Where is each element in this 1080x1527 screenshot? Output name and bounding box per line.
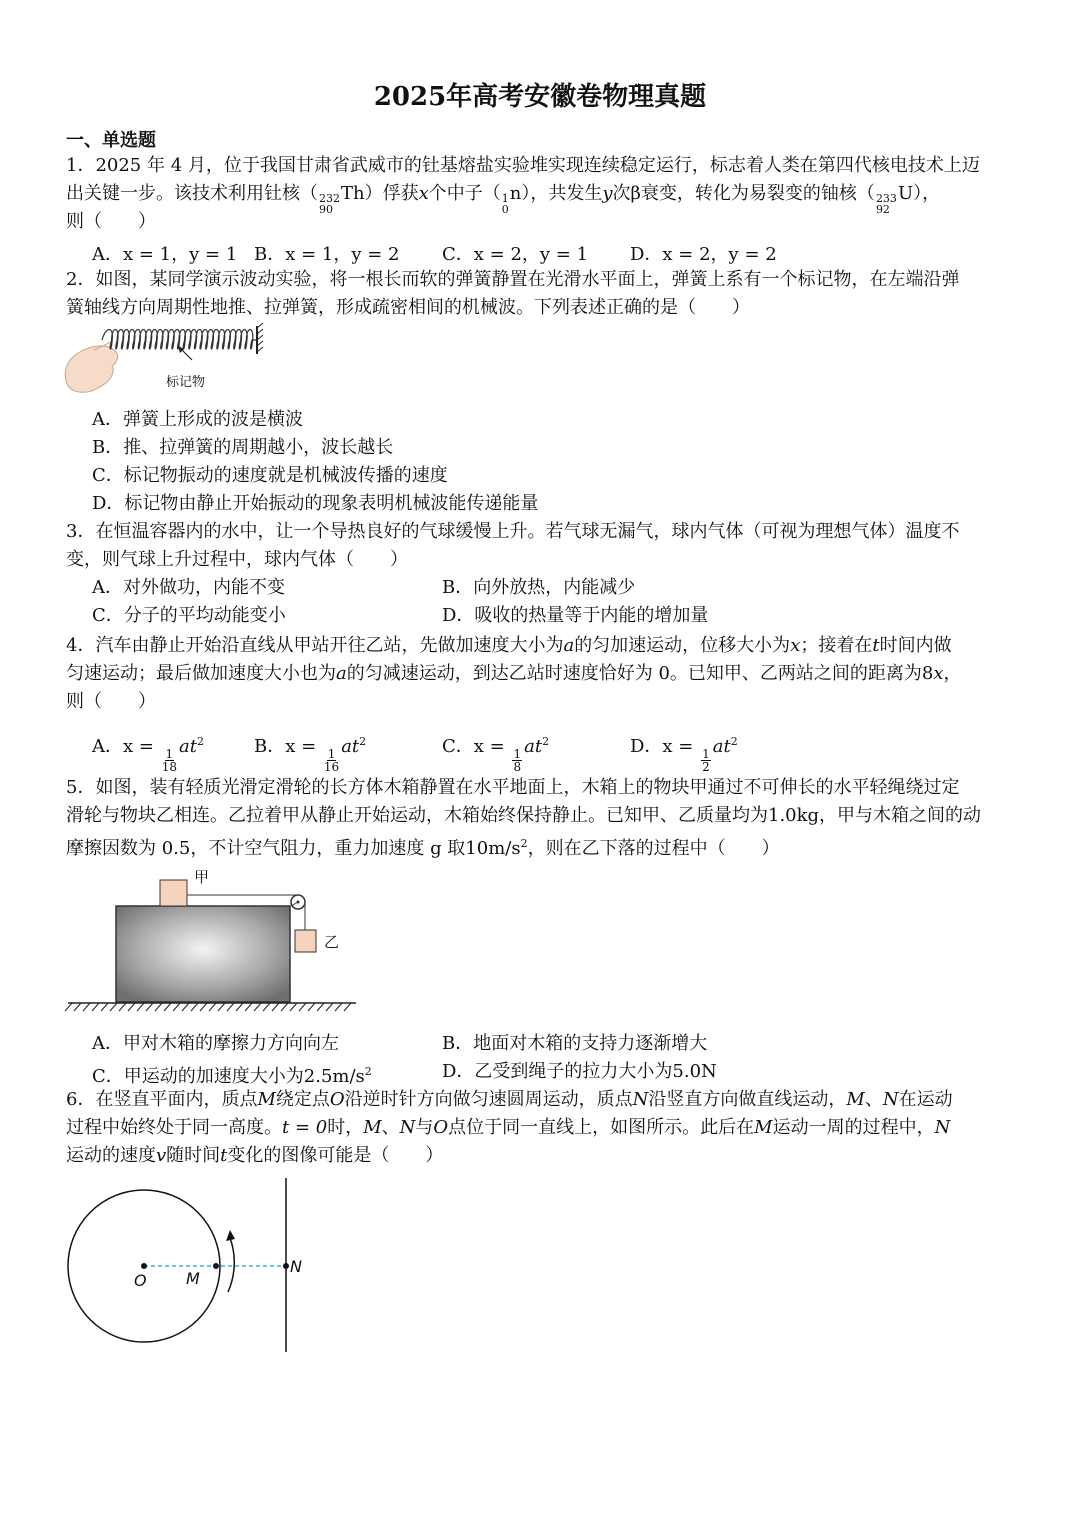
q1-option-c[interactable]: C．x = 2，y = 1	[442, 244, 589, 265]
block-yi-label: 乙	[324, 933, 340, 951]
block-jia	[160, 880, 187, 906]
q4-option-d[interactable]: D．x = $\frac{1}{2}$ $at^2$	[630, 735, 738, 774]
q6-line3: 运动的速度v随时间t变化的图像可能是（ ）	[66, 1145, 444, 1166]
q3-option-a[interactable]: A．对外做功，内能不变	[92, 577, 285, 598]
q5-option-c[interactable]: C．甲运动的加速度大小为$2.5m/s^2$	[92, 1065, 372, 1087]
spring-coil	[102, 330, 257, 350]
q3-line2: 变，则气球上升过程中，球内气体（ ）	[66, 549, 408, 570]
page-title: 2025年高考安徽卷物理真题	[373, 82, 707, 112]
q3-line1: 3．在恒温容器内的水中，让一个导热良好的气球缓慢上升。若气球无漏气，球内气体（可视为理想气体）温度不	[66, 521, 960, 542]
section-heading: 一、单选题	[66, 130, 156, 151]
q4-line1: 4．汽车由静止开始沿直线从甲站开往乙站，先做加速度大小为a的匀加速运动，位移大小为x；接着在t时间内做	[66, 635, 952, 656]
block-jia-label: 甲	[194, 868, 210, 886]
q5-line2: 滑轮与物块乙相连。乙拉着甲从静止开始运动，木箱始终保持静止。已知甲、乙质量均为1.0kg，甲与木箱之间的动	[66, 805, 982, 826]
q5-option-d[interactable]: D．乙受到绳子的拉力大小为5.0N	[442, 1061, 717, 1082]
label-O: O	[134, 1271, 147, 1290]
neutron-nuclide: 1 0	[501, 192, 509, 216]
hand-icon	[65, 346, 117, 392]
q5-option-b[interactable]: B．地面对木箱的支持力逐渐增大	[442, 1033, 708, 1054]
q4-line2: 匀速运动；最后做加速度大小也为a的匀减速运动，到达乙站时速度恰好为 0。已知甲、乙两站之间的距离为8x，	[66, 663, 962, 684]
spring-wave-figure	[62, 320, 272, 398]
point-O	[141, 1263, 147, 1269]
q6-line1: 6．在竖直平面内，质点M绕定点O沿逆时针方向做匀速圆周运动，质点N沿竖直方向做直线运动，M、N在运动	[66, 1089, 953, 1110]
uranium-nuclide: 233 92	[875, 192, 897, 216]
q2-option-b[interactable]: B．推、拉弹簧的周期越小，波长越长	[92, 437, 394, 458]
q5-line3: 摩擦因数为 0.5，不计空气阻力，重力加速度 g 取$10m/s^2$，则在乙下落的过程中（ ）	[66, 837, 780, 859]
thorium-nuclide: 232 90	[319, 192, 340, 216]
q6-line2: 过程中始终处于同一高度。t = 0时，M、N与O点位于同一直线上，如图所示。此后在M运动一周的过程中，N	[66, 1117, 951, 1138]
point-M	[213, 1263, 219, 1269]
ccw-arrow-icon	[228, 1238, 234, 1292]
label-N: N	[290, 1257, 302, 1276]
q2-option-a[interactable]: A．弹簧上形成的波是横波	[92, 409, 303, 430]
q4-option-c[interactable]: C．x = $\frac{1}{8}$ $at^2$	[442, 735, 550, 774]
q5-line1: 5．如图，装有轻质光滑定滑轮的长方体木箱静置在水平地面上，木箱上的物块甲通过不可伸长的水平轻绳绕过定	[66, 777, 960, 798]
q1-option-a[interactable]: A．x = 1，y = 1	[92, 244, 238, 265]
marker-label: 标记物	[166, 375, 206, 390]
q3-option-d[interactable]: D．吸收的热量等于内能的增加量	[442, 605, 709, 626]
q2-option-d[interactable]: D．标记物由静止开始振动的现象表明机械波能传递能量	[92, 493, 539, 514]
point-N	[283, 1263, 289, 1269]
q1-line1: 1．2025 年 4 月，位于我国甘肃省武威市的钍基熔盐实验堆实现连续稳定运行，标志着人类在第四代核电技术上迈	[66, 155, 980, 176]
circle-motion-figure	[60, 1178, 320, 1354]
q2-line1: 2．如图，某同学演示波动实验，将一根长而软的弹簧静置在光滑水平面上，弹簧上系有一个标记物，在左端沿弹	[66, 269, 960, 290]
q1-option-b[interactable]: B．x = 1，y = 2	[254, 244, 400, 265]
q1-line3: 则（ ）	[66, 211, 156, 232]
q1-line2: 出关键一步。该技术利用钍核（ 232 90 Th）俘获x个中子（ 1 0 n），共发生y次β衰变，转化为易裂变的铀核（ 233 92 U），	[66, 183, 941, 216]
q5-option-a[interactable]: A．甲对木箱的摩擦力方向向左	[92, 1033, 339, 1054]
q4-option-a[interactable]: A．x = $\frac{1}{18}$ $at^2$	[92, 735, 204, 774]
box-pulley-figure	[62, 862, 362, 1014]
q3-option-c[interactable]: C．分子的平均动能变小	[92, 605, 286, 626]
q2-line2: 簧轴线方向周期性地推、拉弹簧，形成疏密相间的机械波。下列表述正确的是（ ）	[66, 297, 750, 318]
q2-option-c[interactable]: C．标记物振动的速度就是机械波传播的速度	[92, 465, 448, 486]
label-M: M	[186, 1269, 200, 1288]
q4-option-b[interactable]: B．x = $\frac{1}{16}$ $at^2$	[254, 735, 367, 774]
wooden-box	[116, 906, 290, 1002]
q3-option-b[interactable]: B．向外放热，内能减少	[442, 577, 636, 598]
q1-option-d[interactable]: D．x = 2，y = 2	[630, 244, 777, 265]
block-yi	[295, 930, 316, 952]
q4-line3: 则（ ）	[66, 691, 156, 712]
